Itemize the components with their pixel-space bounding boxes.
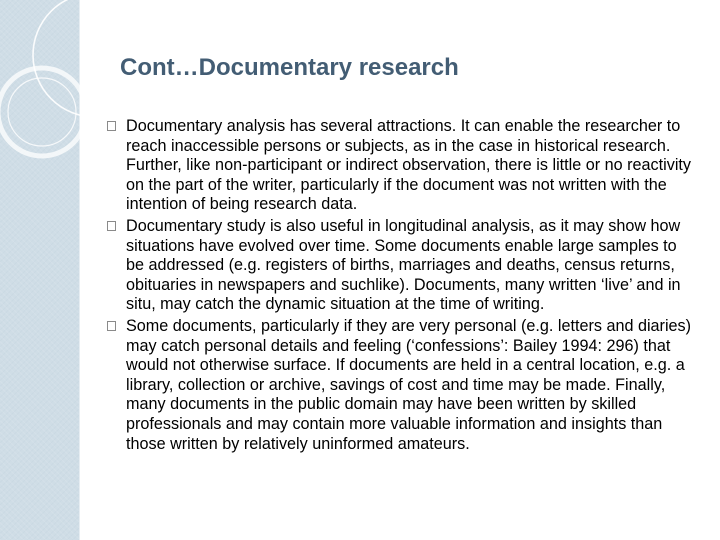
bullet-item: [107, 317, 697, 454]
bullet-item: [107, 217, 697, 315]
bullet-text: Documentary analysis has several attractions. It can enable the researcher to reach inaccessible persons or subjects, as in the case in historical research. Further, like non-participant or indirect observation, there is little or no reactivity on the part of the writer, particularly if the document was not written with the intention of being research data.: [126, 117, 692, 214]
bullet-item: [107, 117, 697, 215]
bullet-text: Some documents, particularly if they are very personal (e.g. letters and diaries) may catch personal details and feeling (‘confessions’: Bailey 1994: 296) that would not otherwise surface. If documents are held in a central location, e.g. a library, collection or archive, savings of cost and time may be made. Finally, many documents in the public domain may have been written by skilled professionals and may contain more valuable information and insights than those written by relatively uninformed amateurs.: [126, 316, 692, 453]
slide-title: Cont…Documentary research: [120, 54, 459, 81]
bullet-list: [107, 117, 697, 456]
bullet-marker-icon: [107, 321, 116, 331]
bullet-marker-icon: [107, 121, 116, 131]
bullet-text: Documentary study is also useful in longitudinal analysis, as it may show how situations have evolved over time. Some documents enable large samples to be addressed (e.g. registers of births, marriages and deaths, census returns, obituaries in newspapers and suchlike). Documents, many written ‘live’ and in situ, may catch the dynamic situation at the time of writing.: [126, 216, 681, 314]
bullet-marker-icon: [107, 221, 116, 231]
